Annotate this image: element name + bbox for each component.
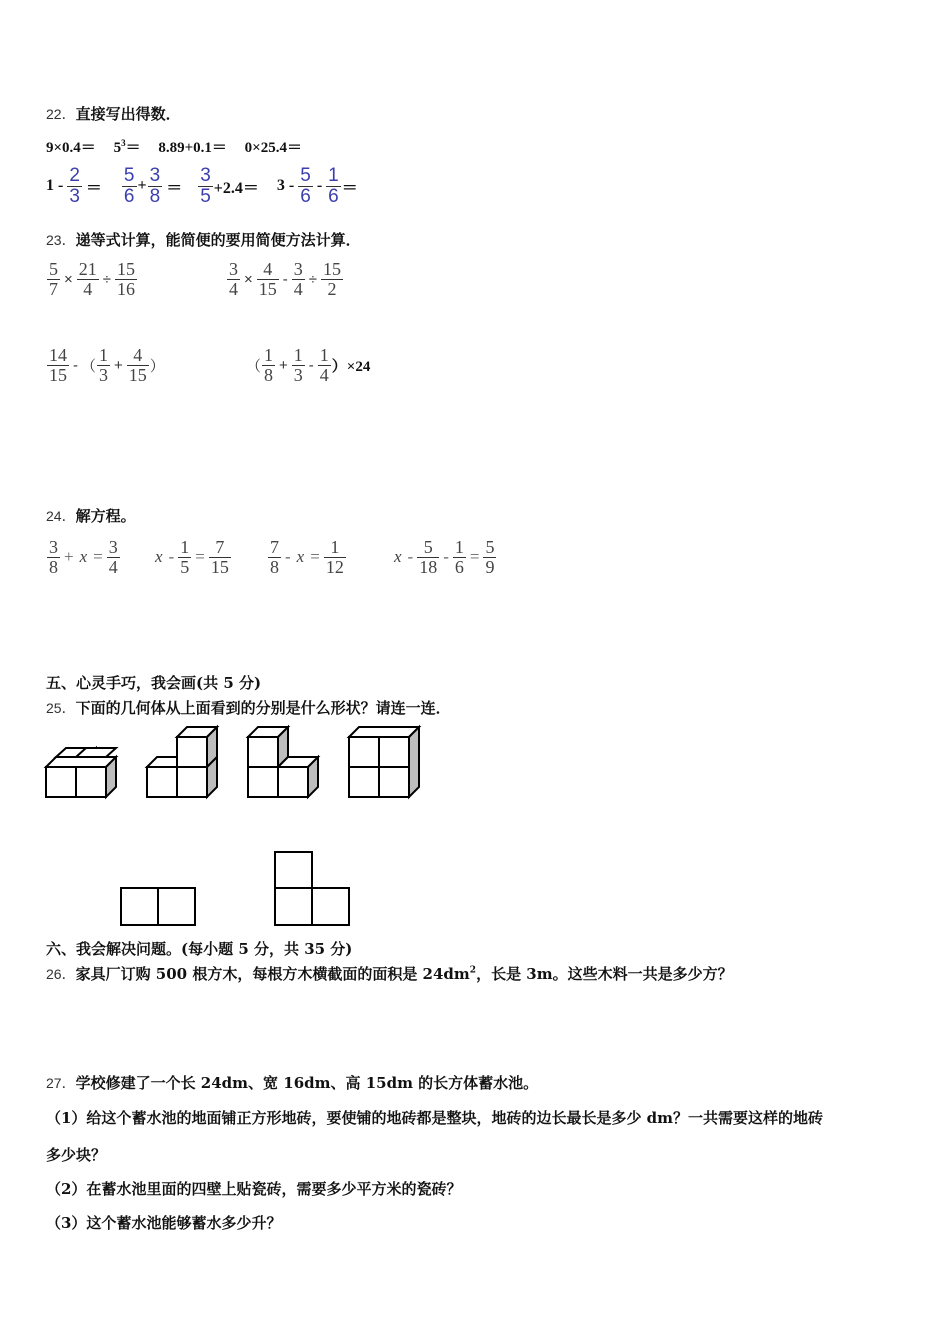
operator: + — [114, 356, 123, 374]
variable: x — [155, 547, 163, 567]
fraction: $\frac{5}{18}$ — [419, 537, 438, 577]
q23-label: 23． — [46, 232, 76, 248]
operator: ÷ — [102, 270, 111, 288]
operator: + — [64, 547, 74, 567]
q22-r2b-post: ＝ — [166, 179, 183, 197]
section-6-title: 六、我会解决问题。(每小题 5 分，共 35 分) — [46, 940, 353, 958]
top-view-shape-2 — [275, 852, 349, 925]
q24-heading — [46, 505, 136, 526]
fraction: $\frac{14}{15}$ — [49, 345, 67, 385]
fraction: $\frac{5}{9}$ — [485, 537, 495, 577]
operator: × — [244, 270, 253, 288]
q27-part1-line2: 多少块？ — [46, 1146, 107, 1164]
q27-part2: （2）在蓄水池里面的四壁上贴瓷砖，需要多少平方米的瓷砖？ — [46, 1180, 462, 1198]
q26-text — [46, 963, 733, 984]
fraction: $\frac{15}{2}$ — [323, 259, 341, 299]
q24-label: 24． — [46, 508, 76, 524]
top-view-shapes-figure — [115, 848, 360, 930]
q22-heading — [46, 103, 181, 124]
q25-label: 25． — [46, 700, 76, 716]
q22-r2c-post: +2.4＝ — [213, 179, 259, 197]
section-5-title: 五、心灵手巧，我会画(共 5 分) — [46, 674, 262, 692]
q22-title: 直接写出得数． — [75, 105, 181, 123]
q27-title: 学校修建了一个长 24dm、宽 16dm、高 15dm 的长方体蓄水池。 — [75, 1074, 539, 1092]
q22-row2 — [46, 166, 361, 207]
q26-text-part1: 家具厂订购 500 根方木，每根方木横截面的面积是 24dm — [75, 965, 470, 983]
fraction: $\frac{1}{6}$ — [454, 537, 464, 577]
q23-expr-3 — [46, 346, 165, 385]
q22-label: 22． — [46, 106, 76, 122]
q23-title: 递等式计算，能简便的要用简便方法计算． — [75, 231, 361, 249]
operator: - — [282, 270, 288, 288]
q26-text-part2: ，长是 3m。这些木料一共是多少方？ — [476, 965, 733, 983]
q22-item-2: $5^3=$ — [113, 138, 141, 156]
fraction: $\frac{1}{5}$ — [180, 537, 190, 577]
q22-r2d-post: ＝ — [341, 179, 358, 197]
right-paren: ） — [149, 357, 165, 375]
fraction: $\frac{1}{6}$ — [328, 165, 339, 207]
operator: + — [279, 356, 288, 374]
fraction: $\frac{5}{6}$ — [123, 165, 135, 207]
q23-heading — [46, 229, 361, 250]
q24-equation-2 — [152, 538, 232, 577]
q23-expr-2 — [226, 260, 344, 299]
q22-item-4: 0×25.4＝ — [244, 140, 302, 156]
fraction: $\frac{7}{8}$ — [270, 537, 279, 577]
fraction: $\frac{7}{15}$ — [210, 537, 229, 577]
q27-heading — [46, 1072, 538, 1093]
fraction: $\frac{3}{4}$ — [293, 259, 303, 299]
variable: x — [296, 547, 305, 567]
operator: ÷ — [308, 270, 317, 288]
solid-3 — [248, 727, 318, 797]
fraction: $\frac{1}{3}$ — [99, 345, 109, 385]
fraction: $\frac{4}{15}$ — [258, 259, 277, 299]
fraction: $\frac{3}{4}$ — [229, 259, 238, 299]
q22-r2a-pre: 1 - — [46, 177, 64, 195]
right-paren-times: ）×24 — [331, 358, 371, 375]
q23-expr-4 — [246, 346, 370, 385]
fraction: $\frac{1}{3}$ — [293, 345, 303, 385]
variable: x — [79, 547, 88, 567]
q22-row1 — [46, 136, 302, 157]
operator: - — [285, 547, 291, 567]
equals: = — [310, 547, 320, 567]
q25-title: 下面的几何体从上面看到的分别是什么形状？请连一连． — [75, 699, 451, 717]
fraction: $\frac{3}{5}$ — [200, 165, 211, 207]
q22-r2a-post: ＝ — [85, 179, 102, 197]
q27-part1-line1: （1）给这个蓄水池的地面铺正方形地砖，要使铺的地砖都是整块，地砖的边长最长是多少 dm？一共需要这样的地砖 — [46, 1109, 824, 1127]
q22-item-3: 8.89+0.1＝ — [158, 140, 227, 156]
q27-part3: （3）这个蓄水池能够蓄水多少升？ — [46, 1214, 282, 1232]
left-paren: （ — [246, 357, 262, 375]
q22-item-1: 9×0.4＝ — [46, 140, 96, 156]
equals: = — [469, 547, 480, 567]
fraction: $\frac{3}{4}$ — [108, 537, 118, 577]
fraction: $\frac{1}{8}$ — [264, 345, 274, 385]
q22-r2d-op: - — [316, 177, 323, 195]
operator: - — [73, 356, 78, 374]
q24-title: 解方程。 — [75, 507, 136, 525]
q26-superscript: 2 — [469, 965, 477, 976]
q23-expr-1 — [46, 260, 138, 299]
fraction: $\frac{5}{7}$ — [49, 259, 58, 299]
q26-label: 26． — [46, 966, 76, 982]
operator: × — [64, 270, 73, 288]
q24-equation-4 — [391, 538, 497, 577]
fraction: $\frac{2}{3}$ — [69, 165, 80, 207]
cube-solids-figure — [40, 720, 430, 805]
top-view-shape-1 — [121, 888, 195, 925]
fraction: $\frac{1}{12}$ — [325, 537, 344, 577]
equals: = — [195, 547, 205, 567]
q27-label: 27． — [46, 1075, 76, 1091]
q24-equation-3 — [267, 538, 347, 577]
q22-r2d-pre: 3 - — [276, 177, 295, 195]
fraction: $\frac{5}{6}$ — [300, 165, 311, 207]
fraction: $\frac{15}{16}$ — [117, 259, 135, 299]
fraction: $\frac{3}{8}$ — [149, 165, 161, 207]
fraction: $\frac{1}{4}$ — [319, 345, 329, 385]
q25-heading — [46, 697, 451, 718]
left-paren: （ — [81, 357, 97, 375]
solid-1 — [46, 748, 116, 797]
equals: = — [93, 547, 103, 567]
variable: x — [394, 547, 402, 567]
solid-2 — [147, 727, 217, 797]
q24-equation-1 — [46, 538, 121, 577]
operator: - — [443, 547, 449, 567]
solid-4 — [349, 727, 419, 797]
q22-r2b-op: + — [137, 177, 147, 195]
fraction: $\frac{3}{8}$ — [49, 537, 58, 577]
operator: - — [308, 356, 314, 374]
fraction: $\frac{21}{4}$ — [78, 259, 97, 299]
operator: - — [168, 547, 175, 567]
operator: - — [407, 547, 414, 567]
fraction: $\frac{4}{15}$ — [128, 345, 147, 385]
